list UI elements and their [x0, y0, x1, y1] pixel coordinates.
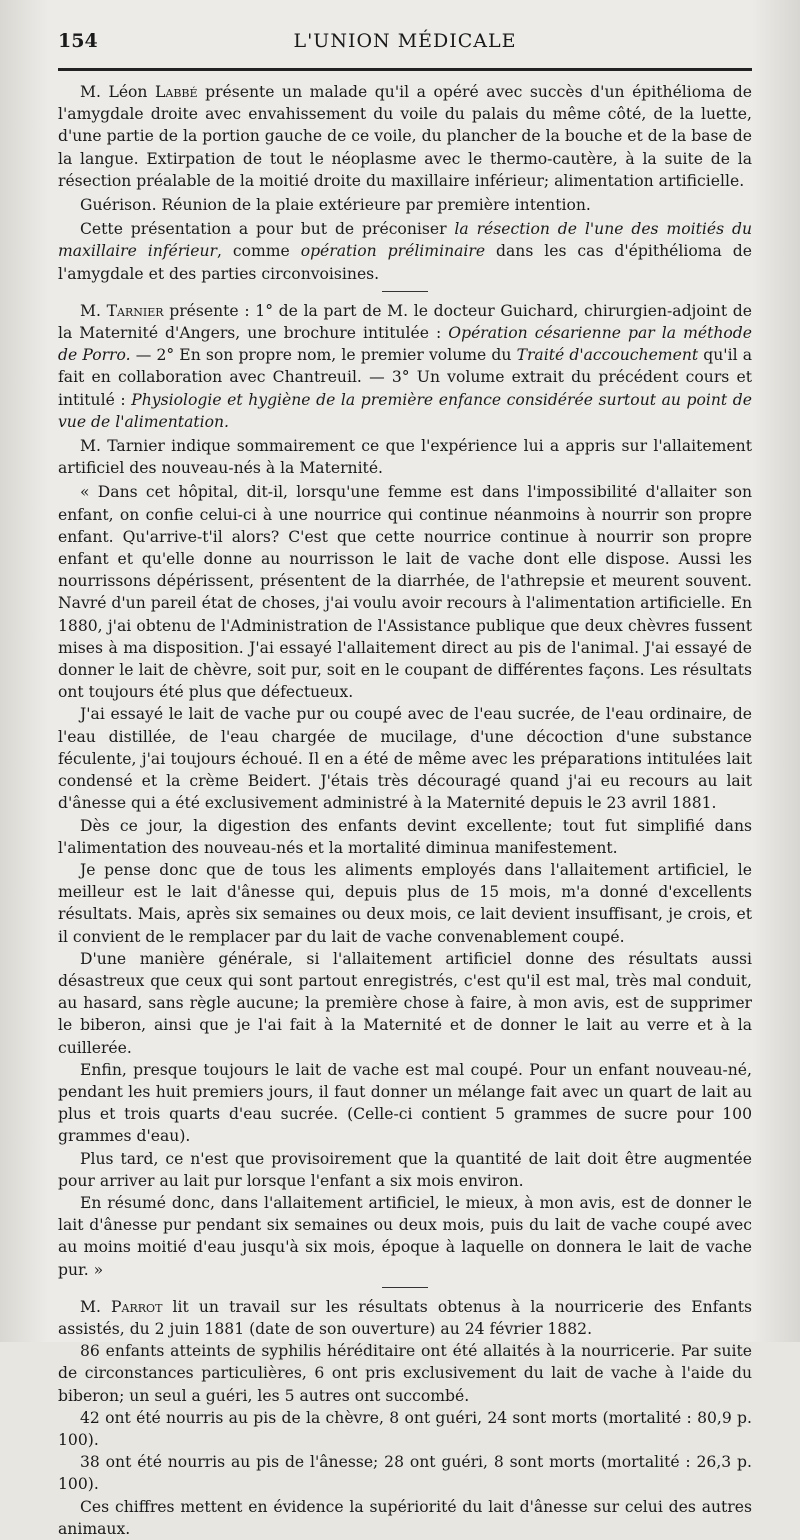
paragraph: En résumé donc, dans l'allaitement artificiel, le mieux, à mon avis, est de donner le lait d'ânesse pur pendant six semaines ou deux mois, puis du lait de vache coupé avec au moins moitié d'eau jusqu'à six mois, époque à laquelle on donnera le lait de vache pur. » [58, 1193, 752, 1279]
author-name: Tarnier [106, 301, 164, 320]
paragraph: D'une manière générale, si l'allaitement artificiel donne des résultats aussi désastreux que ceux qui sont partout enregistrés, c'est qu'il est mal, très mal conduit, au hasard, sans règle aucune; la première chose à faire, à mon avis, est de supprimer le biberon, ainsi que je l'ai fait à la Maternité et de donner le lait au verre et à la cuillerée. [58, 949, 752, 1057]
paragraph: « Dans cet hôpital, dit-il, lorsqu'une femme est dans l'impossibilité d'allaiter son enfant, on confie celui-ci à une nourrice qui continue néanmoins à nourrir son propre enfant. Qu'arrive-t'il alors? C'est que cette nourrice continue à nourrir son propre enfant et qu'elle donne au nourrisson le lait de vache dont elle dispose. Aussi les nourrissons dépérissent, présentent de la diarrhée, de l'athrepsie et meurent souvent. Navré d'un pareil état de choses, j'ai voulu avoir recours à l'alimentation artificielle. En 1880, j'ai obtenu de l'Administration de l'Assistance publique que deux chèvres fussent mises à ma disposition. J'ai essayé l'allaitement direct au pis de l'animal. J'ai essayé de donner le lait de chèvre, soit pur, soit en le coupant de différentes façons. Les résultats ont toujours été plus que défectueux. [58, 483, 752, 702]
page-header [58, 30, 752, 64]
paragraph-parrot: M. Parrot lit un travail sur les résultats obtenus à la nourricerie des Enfants assistés, du 2 juin 1881 (date de son ouverture) au 24 février 1882. [58, 1297, 752, 1338]
paragraph: 38 ont été nourris au pis de l'ânesse; 28 ont guéri, 8 sont morts (mortalité : 26,3 p. 100). [58, 1453, 752, 1494]
paragraph: J'ai essayé le lait de vache pur ou coupé avec de l'eau sucrée, de l'eau ordinaire, de l'eau distillée, de l'eau chargée de mucilage, d'une décoction d'une substance féculente, j'ai toujours échoué. Il en a été de même avec les préparations intitulées lait condensé et la crème Beidert. J'étais très découragé quand j'ai eu recours au lait d'ânesse qui a été exclusivement administré à la Maternité depuis le 23 avril 1881. [58, 705, 752, 813]
paragraph: 42 ont été nourris au pis de la chèvre, 8 ont guéri, 24 sont morts (mortalité : 80,9 p. 100). [58, 1408, 752, 1449]
journal-title: L'UNION MÉDICALE [293, 30, 517, 52]
paragraph: Guérison. Réunion de la plaie extérieure par première intention. [80, 196, 591, 215]
header-rule [58, 68, 752, 71]
paragraph: Je pense donc que de tous les aliments employés dans l'allaitement artificiel, le meilleur est le lait d'ânesse qui, depuis plus de 15 mois, m'a donné d'excellents résultats. Mais, après six semaines ou deux mois, ce lait devient insuffisant, je crois, et il convient de le remplacer par du lait de vache convenablement coupé. [58, 860, 752, 946]
section-separator [382, 1287, 428, 1288]
paragraph: Ces chiffres mettent en évidence la supériorité du lait d'ânesse sur celui des autres animaux. [58, 1497, 752, 1538]
paragraph: 86 enfants atteints de syphilis héréditaire ont été allaités à la nourricerie. Par suite de circonstances particulières, 6 ont pris exclusivement du lait de vache à l'aide du biberon; un seul a guéri, les 5 autres ont succombé. [58, 1342, 752, 1405]
page-number: 154 [58, 30, 98, 52]
paragraph-labbe: M. Léon Labbé présente un malade qu'il a opéré avec succès d'un épithélioma de l'amygdale droite avec envahissement du voile du palais du même côté, de la luette, d'une partie de la portion gauche de ce voile, du plancher de la bouche et de la base de la langue. Extirpation de tout le néoplasme avec le thermo-cautère, à la suite de la résection préalable de la moitié droite du maxillaire inférieur; alimentation artificielle. [58, 83, 753, 190]
author-name: Parrot [111, 1297, 163, 1316]
paragraph: Plus tard, ce n'est que provisoirement que la quantité de lait doit être augmentée pour arriver au lait pur lorsque l'enfant a six mois environ. [58, 1149, 752, 1190]
paragraph-tarnier: M. Tarnier présente : 1° de la part de M. le docteur Guichard, chirurgien-adjoint de la Maternité d'Angers, une brochure intitulée : Opération césarienne par la méthode de Porro. — 2° En son propre nom, le premier volume du Traité d'accouchement qu'il a fait en collaboration avec Chantreuil. — 3° Un volume extrait du précédent cours et intitulé : Physiologie et hygiène de la première enfance considérée surtout au point de vue de l'alimentation. [58, 301, 753, 431]
paragraph: Dès ce jour, la digestion des enfants devint excellente; tout fut simplifié dans l'alimentation des nouveau-nés et la mortalité diminua manifestement. [58, 816, 752, 857]
paragraph: Cette présentation a pour but de préconiser la résection de l'une des moitiés du maxillaire inférieur, comme opération préliminaire dans les cas d'épithélioma de l'amygdale et des parties circonvoisines. [58, 220, 752, 283]
section-separator [382, 291, 428, 292]
author-name: Labbé [155, 83, 198, 101]
paragraph: Enfin, presque toujours le lait de vache est mal coupé. Pour un enfant nouveau-né, pendant les huit premiers jours, il faut donner un mélange fait avec un quart de lait au plus et trois quarts d'eau sucrée. (Celle-ci contient 5 grammes de sucre pour 100 grammes d'eau). [58, 1060, 752, 1146]
paragraph: M. Tarnier indique sommairement ce que l'expérience lui a appris sur l'allaitement artificiel des nouveau-nés à la Maternité. [58, 437, 752, 478]
